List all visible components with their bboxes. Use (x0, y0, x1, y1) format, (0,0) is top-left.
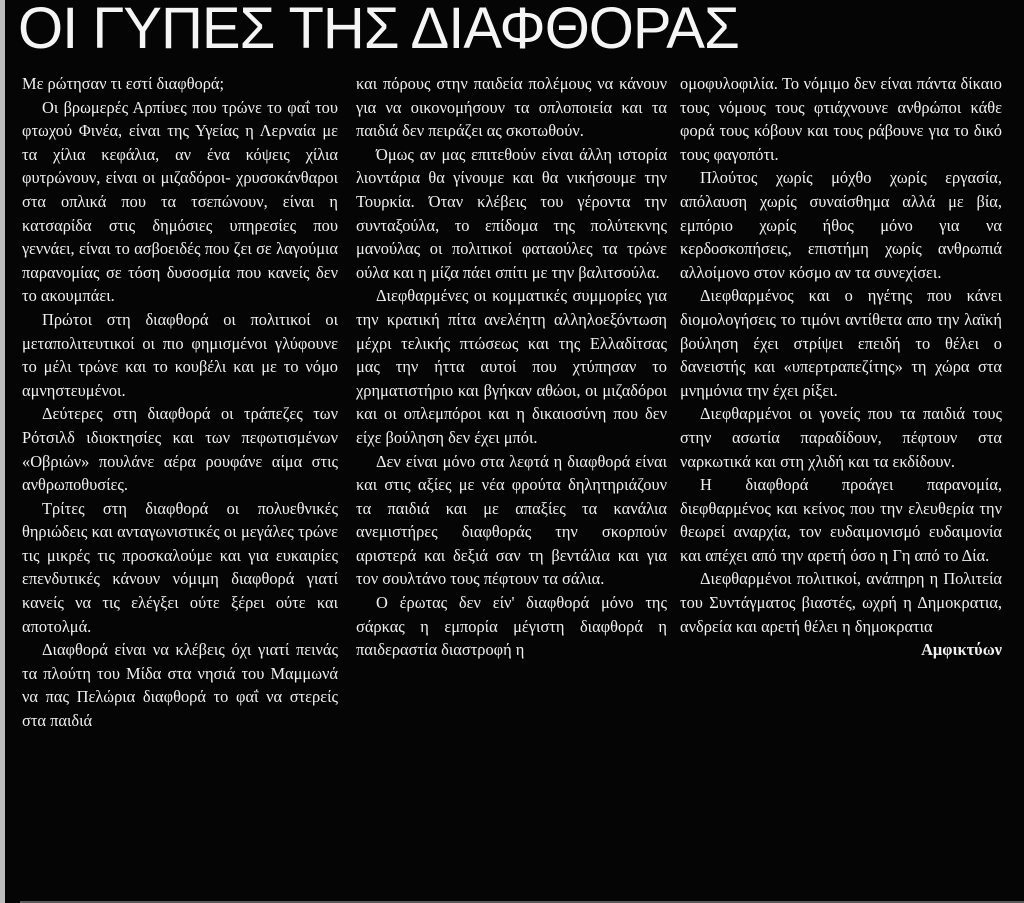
paragraph: Δεν είναι μόνο στα λεφτά η διαφθορά είναι και στις αξίες με νέα φρούτα δηλητηριάζουν τα παιδιά και με απαξίες τα κανάλια ανεμιστήρες διαφθοράς την σκορπούν αριστερά και δεξιά σαν τη βεντάλια και για τον σουλτάνο τους πέφτουν τα σάλια. (356, 451, 667, 589)
article-title: ΟΙ ΓΥΠΕΣ ΤΗΣ ΔΙΑΦΘΟΡΑΣ (18, 0, 739, 61)
paragraph: Οι βρωμερές Αρπίυες που τρώνε το φαΐ του φτωχού Φινέα, είναι της Υγείας η Λερναία με τα χίλια κεφάλια, αν ένα κόψεις χίλια φυτρώνουν, είναι οι μιζαδόροι- χρυσοκάνθαροι στα οπλικά που τα τσεπώνουν, είναι η κατσαρίδα στις δημόσιες υπηρεσίες που γεννάει, είναι το ασβοειδές που ζει σε λαγούμια παρανομίας σε τόση δυσοσμία που κανείς δεν το ακουμπάει. (22, 97, 338, 306)
paragraph: Όμως αν μας επιτεθούν είναι άλλη ιστορία λιοντάρια θα γίνουμε και θα νικήσουμε την Τουρκία. Όταν κλέβεις του γέροντα την συνταξούλα, το επίδομα της πολύτεκνης μανούλας οι πολιτικοί φαταούλες τα τρώνε ούλα και η μίζα πάει σπίτι με την βαλιτσούλα. (356, 144, 667, 282)
paragraph: ομοφυλοφιλία. Το νόμιμο δεν είναι πάντα δίκαιο τους νόμους τους φτιάχνουνε ανθρώποι κάθε φορά τους κόβουν και τους ράβουνε για το δικό τους φαγοπότι. (680, 74, 1002, 164)
paragraph: Διεφθαρμένοι οι γονείς που τα παιδιά τους στην ασωτία παραδίδουν, πέφτουν στα ναρκωτικά και στη χλιδή και τα εκδίδουν. (680, 404, 1002, 471)
paragraph: Πρώτοι στη διαφθορά οι πολιτικοί οι μεταπολιτευτικοί οι πιο φημισμένοι γλύφουνε το μέλι τρώνε και το κουβέλι και με το νόμο αμνηστευμένοι. (22, 309, 338, 400)
paragraph: Η διαφθορά προάγει παρανομία, διεφθαρμένος και κείνος που την ελευθερία την θεωρεί αναρχία, τον ευδαιμονισμό ευδαιμονία και απέχει από την αρετή όσο η Γη από το Δία. (680, 475, 1002, 565)
paragraph: Δεύτερες στη διαφθορά οι τράπεζες των Ρότσιλδ ιδιοκτησίες και των πεφωτισμένων «Οβριών» πουλάνε αέρα ρουφάνε αίμα στις ανθρωποθυσίες. (22, 404, 338, 495)
paragraph: Διεφθαρμένος και ο ηγέτης που κάνει διομολογήσεις το τιμόνι αντίθετα απο την λαϊκή βούληση έχει στρίψει επειδή το θέλει ο δανειστής και «υπερτραπεζίτης» τη χώρα στα μνημόνια την έχει ρίξει. (680, 286, 1002, 400)
text-column-1 (22, 72, 338, 733)
text-column-3 (680, 72, 1002, 662)
paragraph: Διαφθορά είναι να κλέβεις όχι γιατί πεινάς τα πλούτη του Μίδα στα νησιά του Μαμμωνά να πας Πελώρια διαφθορά το φαΐ να στερείς στα παιδιά (22, 640, 338, 731)
author-signature: Αμφικτύων (921, 640, 1002, 660)
paragraph: Με ρώτησαν τι εστί διαφθορά; (22, 74, 225, 93)
paragraph: Διεφθαρμένες οι κομματικές συμμορίες για την κρατική πίτα ανελέητη αλληλοεξόντωση μέχρι τελικής πτώσεως και της Ελλαδίτσας μας την ήττα αυτοί που χτύπησαν το χρηματιστήριο και βγήκαν αθώοι, οι μιζαδόροι και οι οπλεμπόροι και η δικαιοσύνη που δεν είχε βούληση δεν έχει μπόι. (356, 286, 667, 447)
text-column-2 (356, 72, 667, 662)
paragraph: Πλούτος χωρίς μόχθο χωρίς εργασία, απόλαυση χωρίς συναίσθημα αλλά με βία, εμπόριο χωρίς ήθος μόνο για να κερδοσκοπήσεις, επιστήμη χωρίς ανθρωπιά αλλοίμονο στον κόσμο αν τα συνεχίσει. (680, 168, 1002, 282)
paragraph: και πόρους στην παιδεία πολέμους να κάνουν για να οικονομήσουν τα οπλοποιεία και τα παιδιά δεν πειράζει ας σκοτωθούν. (356, 74, 667, 141)
paragraph: Διεφθαρμένοι πολιτικοί, ανάπηρη η Πολιτεία του Συντάγματος βιαστές, ωχρή η Δημοκρατια, ανδρεία και αρετή θέλει η δημοκρατια (680, 569, 1002, 636)
paragraph: Ο έρωτας δεν είν' διαφθορά μόνο της σάρκας η εμπορία μέγιστη διαφθορά η παιδεραστία διαστροφή η (356, 593, 667, 660)
paragraph: Τρίτες στη διαφθορά οι πολυεθνικές θηριώδεις και ανταγωνιστικές οι μεγάλες τρώνε τις μικρές τις προσκαλούμε και για ευκαιρίες επενδυτικές κάνουν νόμιμη διαφθορά γιατί κανείς να τις ελέγξει ούτε ξέρει ούτε και αποτολμά. (22, 498, 338, 636)
left-border-rule (0, 0, 5, 903)
